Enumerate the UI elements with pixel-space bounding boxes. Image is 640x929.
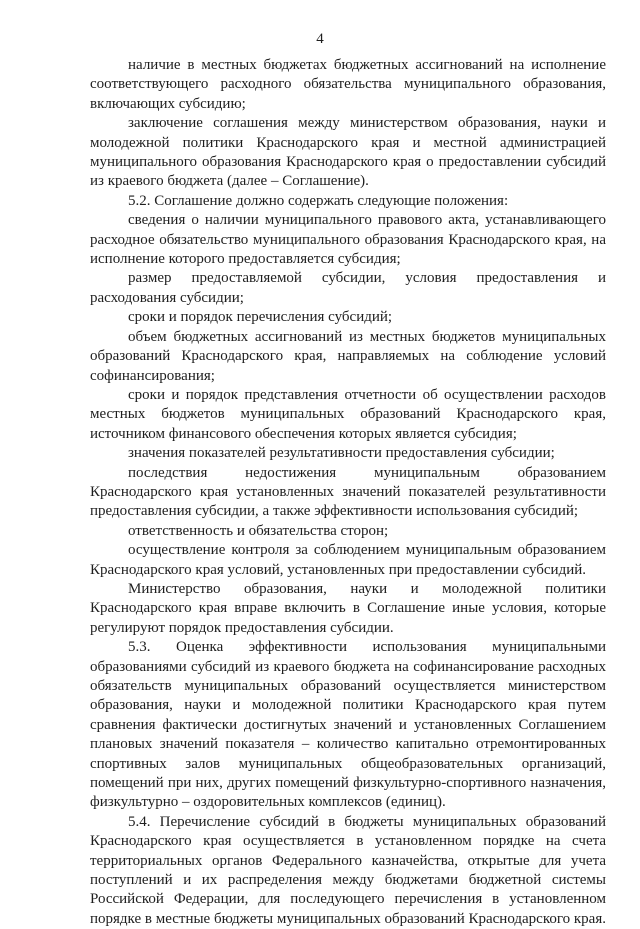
paragraph-ministry-conditions: Министерство образования, науки и молодежной политики Краснодарского края вправе включить в Соглашение иные условия, которые регулируют порядок предоставления субсидии. [90, 580, 606, 636]
page-number: 4 [316, 31, 324, 47]
paragraph-responsibility: ответственность и обязательства сторон; [128, 522, 389, 539]
paragraph-section-5-4: 5.4. Перечисление субсидий в бюджеты муниципальных образований Краснодарского края осуществляется в установленном порядке на счета территориальных органов Федерального казначейства, открытые для учета поступлений и их распределения между бюджетами бюджетной системы Российской Федерации, для последующего перечисления в установленном порядке в местные бюджеты муниципальных образований Краснодарского края. [90, 813, 606, 927]
document-body [90, 56, 606, 929]
paragraph-transfer-terms: сроки и порядок перечисления субсидий; [128, 309, 393, 326]
paragraph-performance-indicators: значения показателей результативности предоставления субсидии; [128, 445, 555, 462]
paragraph-consequences: последствия недостижения муниципальным образованием Краснодарского края установленных значений показателей результативности предоставления субсидии, а также эффективности использования субсидий; [90, 464, 606, 520]
paragraph-reporting-terms: сроки и порядок представления отчетности об осуществлении расходов местных бюджетов муниципальных образований Краснодарского края, источником финансового обеспечения которых является субсидия; [90, 386, 606, 442]
paragraph-subsidy-size: размер предоставляемой субсидии, условия предоставления и расходования субсидии; [90, 270, 606, 306]
paragraph-section-5-2: 5.2. Соглашение должно содержать следующие положения: [128, 192, 509, 209]
paragraph-legal-act-info: сведения о наличии муниципального правового акта, устанавливающего расходное обязательство муниципального образования Краснодарского края, на исполнение которого предоставляется субсидия; [90, 212, 606, 268]
paragraph-control: осуществление контроля за соблюдением муниципальным образованием Краснодарского края условий, установленных при предоставлении субсидий. [90, 542, 606, 578]
paragraph-section-5-3: 5.3. Оценка эффективности использования муниципальными образованиями субсидий из краевого бюджета на софинансирование расходных обязательств муниципальных образований осуществляется министерством образования, науки и молодежной политики Краснодарского края путем сравнения фактически достигнутых значений и установленных Соглашением плановых значений показателя – количество капитально отремонтированных спортивных залов муниципальных общеобразовательных организаций, помещений при них, других помещений физкультурно-спортивного назначения, физкультурно – оздоровительных комплексов (единиц). [90, 639, 606, 811]
paragraph-budget-allocations: наличие в местных бюджетах бюджетных ассигнований на исполнение соответствующего расходного обязательства муниципального образования, включающих субсидию; [90, 57, 606, 112]
paragraph-local-budget-volume: объем бюджетных ассигнований из местных бюджетов муниципальных образований Краснодарского края, направляемых на соблюдение условий софинансирования; [90, 328, 606, 384]
paragraph-agreement-conclusion: заключение соглашения между министерством образования, науки и молодежной политики Краснодарского края и местной администрацией муниципального образования Краснодарского края о предоставлении субсидий из краевого бюджета (далее – Соглашение). [90, 115, 606, 190]
